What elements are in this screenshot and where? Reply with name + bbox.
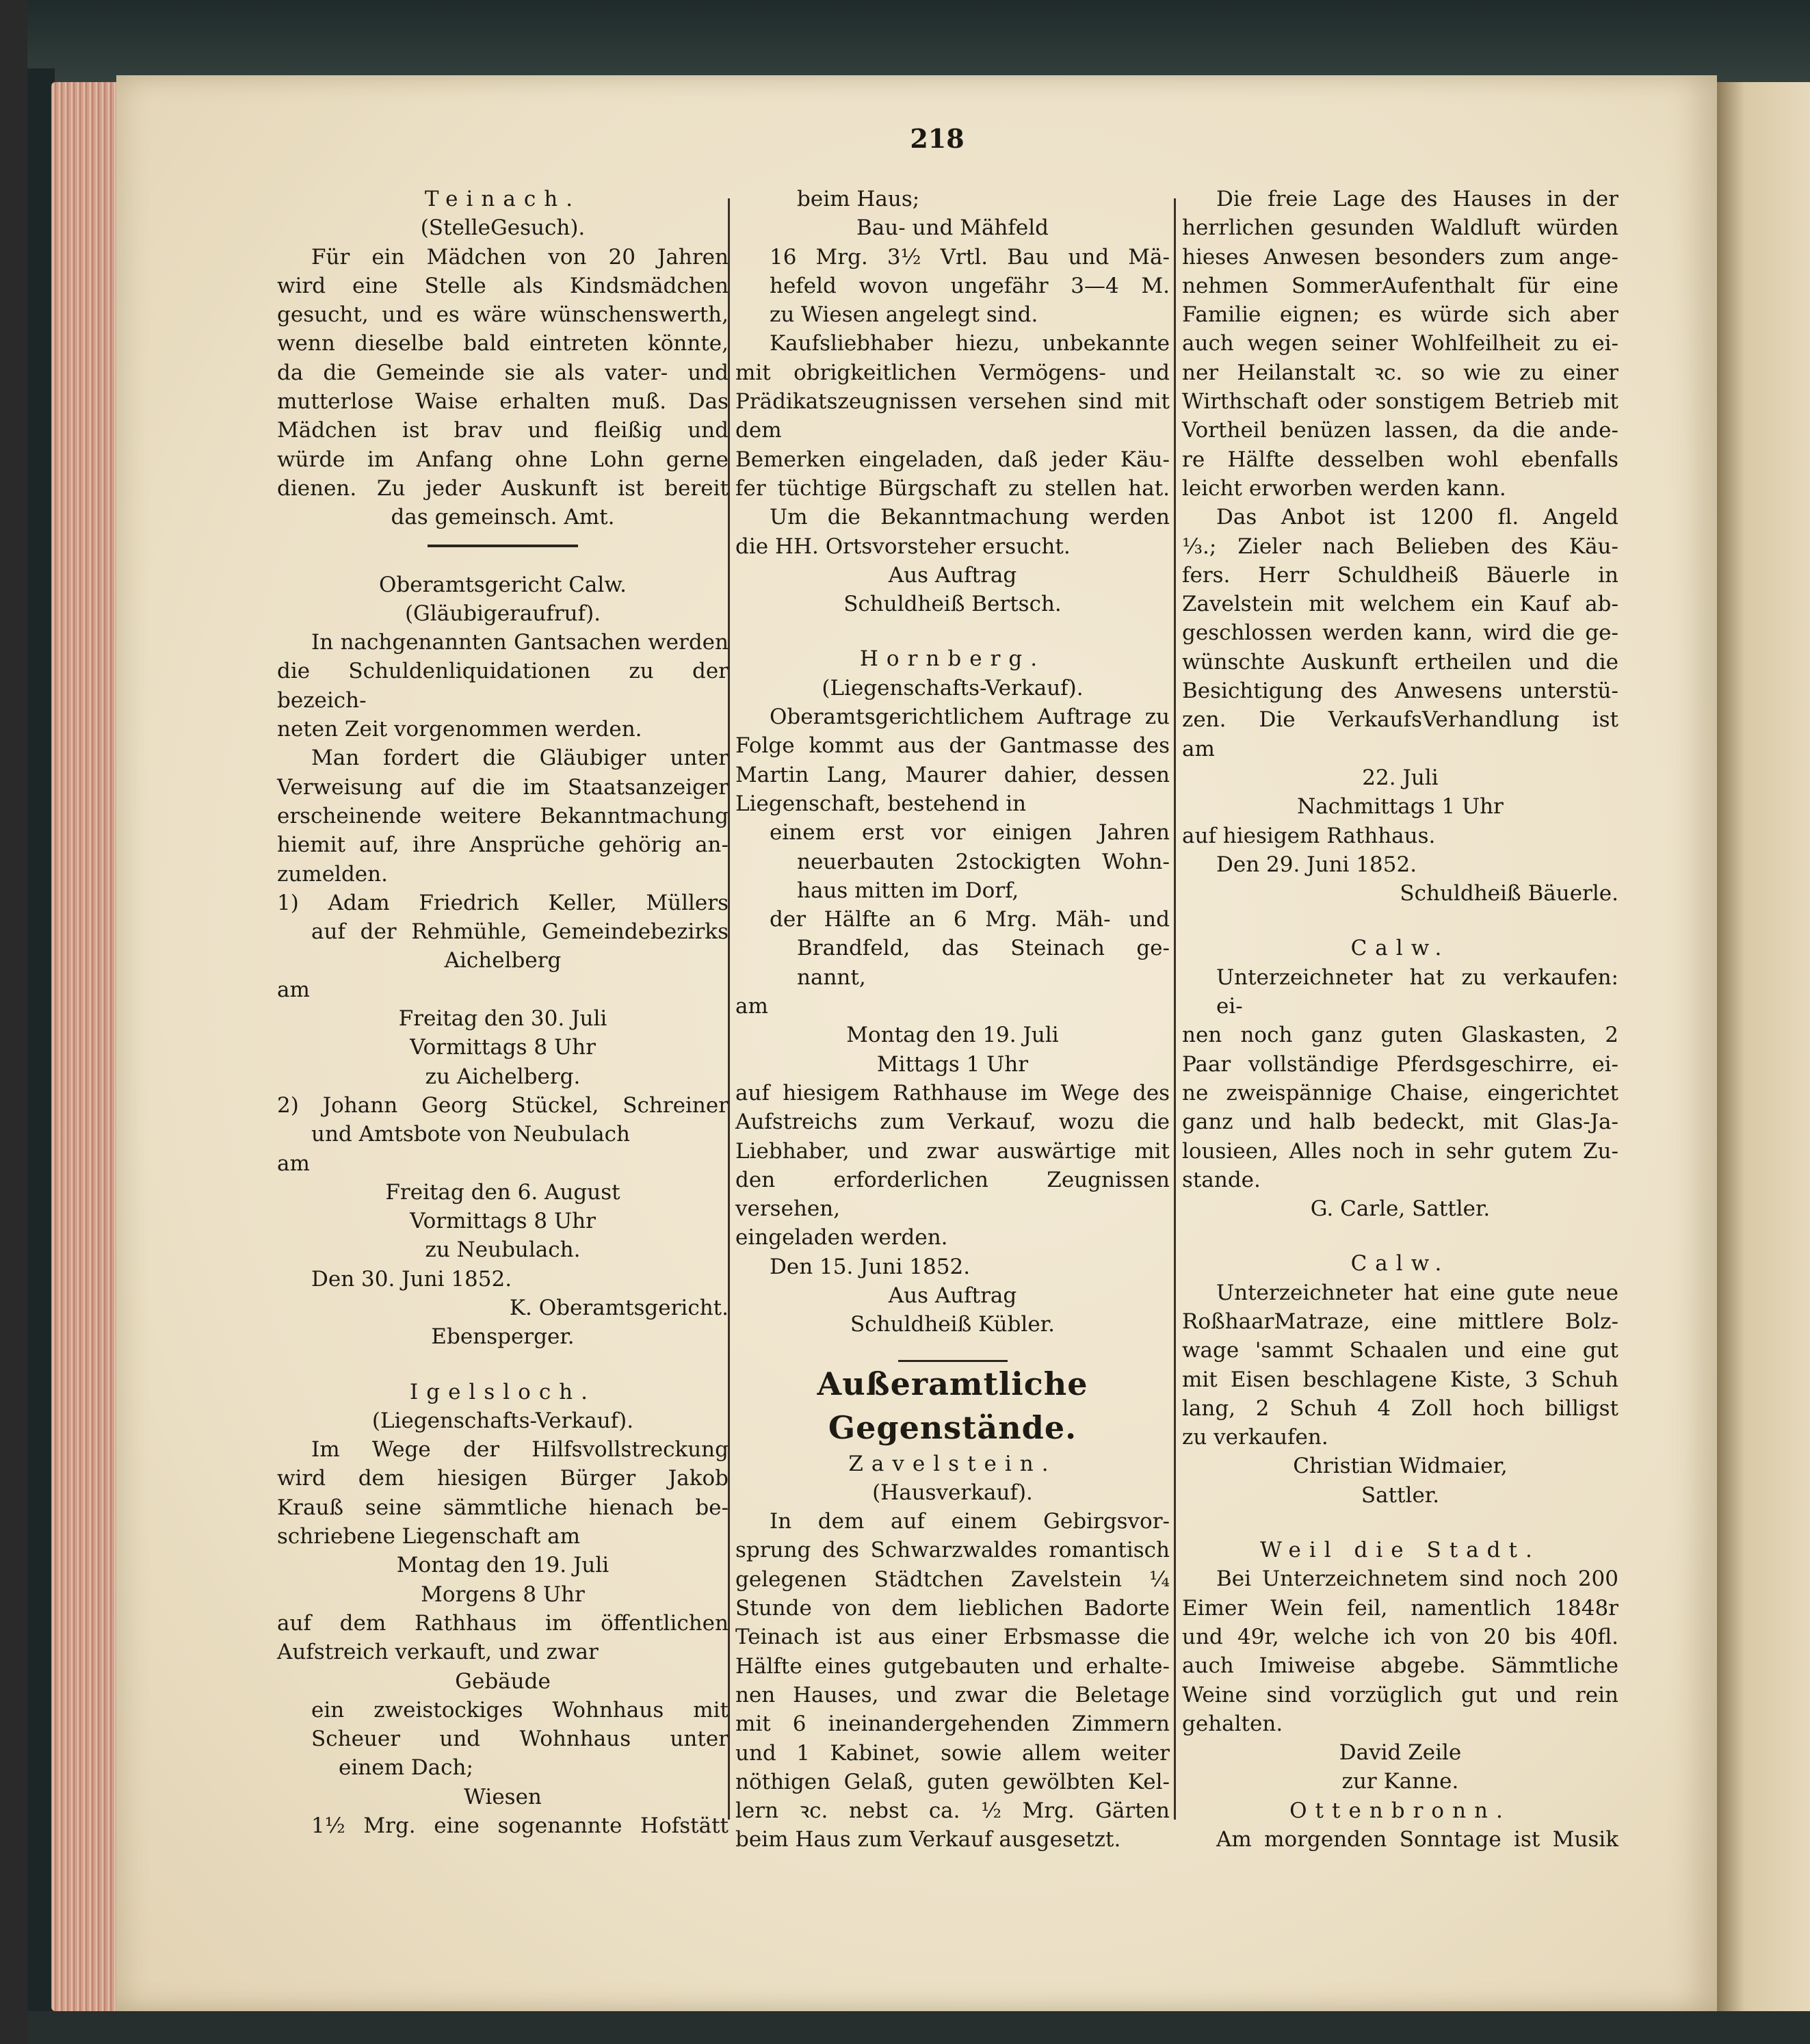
text-line: zu verkaufen. — [1182, 1425, 1328, 1450]
text-line: die Schuldenliquidationen zu der bezeich- — [277, 659, 729, 713]
section-heading: Außeramtliche Gegenstände. — [817, 1365, 1088, 1446]
date-line: Morgens 8 Uhr — [421, 1582, 585, 1607]
spacer — [277, 1352, 729, 1378]
text-line: neuerbauten 2stockigten Wohn- — [797, 849, 1170, 874]
text-line: Zavelstein mit welchem ein Kauf ab- — [1182, 592, 1618, 617]
notice-subheading: (Gläubigeraufruf). — [404, 601, 601, 626]
text-line: wird dem hiesigen Bürger Jakob — [277, 1466, 729, 1491]
text-line: lousieen, Alles noch in sehr gutem Zu- — [1182, 1138, 1618, 1164]
text-line: am — [1182, 736, 1215, 761]
text-line: In dem auf einem Gebirgsvor- — [770, 1509, 1170, 1534]
notice-signature: Aus Auftrag — [888, 562, 1017, 588]
text-line: nöthigen Gelaß, guten gewölbten Kel- — [735, 1769, 1170, 1794]
notice-date: Den 30. Juni 1852. — [311, 1266, 512, 1292]
text-line: wenn dieselbe bald eintreten könnte, — [277, 331, 729, 356]
notice-subheading: (Hausverkauf). — [872, 1480, 1033, 1505]
text-line: wird eine Stelle als Kindsmädchen — [277, 273, 729, 298]
text-line: Die freie Lage des Hauses in der — [1216, 187, 1618, 211]
text-line: erscheinende weitere Bekanntmachung — [277, 803, 729, 828]
notice-heading: Zavelstein. — [848, 1451, 1057, 1476]
date-line: 22. Juli — [1362, 765, 1439, 790]
text-line: Im Wege der Hilfsvollstreckung — [311, 1437, 729, 1463]
text-line: beim Haus; — [797, 187, 920, 211]
next-page-edge — [1717, 82, 1810, 2018]
text-line: wage 'sammt Schaalen und eine gut — [1182, 1338, 1618, 1363]
text-line: Um die Bekanntmachung werden — [770, 505, 1170, 530]
text-line: der Hälfte an 6 Mrg. Mäh- und — [770, 907, 1170, 932]
column-1 — [277, 185, 729, 1840]
text-line: am — [735, 994, 768, 1019]
spacer — [1182, 908, 1618, 934]
date-line: Mittags 1 Uhr — [876, 1051, 1029, 1077]
text-line: Aufstreich verkauft, und zwar — [277, 1640, 599, 1665]
book-binding-bottom — [27, 2011, 1810, 2044]
text-line: und 49r, welche ich von 20 bis 40fl. — [1182, 1624, 1618, 1649]
text-line: mit obrigkeitlichen Vermögens- und — [735, 360, 1170, 385]
text-line: Scheuer und Wohnhaus unter — [311, 1727, 729, 1752]
text-line: Liebhaber, und zwar auswärtige mit — [735, 1138, 1170, 1164]
text-line: sprung des Schwarzwaldes romantisch — [735, 1538, 1170, 1563]
notice-signature: Schuldheiß Bertsch. — [843, 592, 1062, 617]
text-line: mit Eisen beschlagene Kiste, 3 Schuh — [1182, 1367, 1618, 1392]
notice-signature: Ebensperger. — [431, 1324, 575, 1350]
text-line: einem erst vor einigen Jahren — [770, 820, 1170, 846]
text-line: Für ein Mädchen von 20 Jahren — [311, 244, 729, 270]
notice-signature: das gemeinsch. Amt. — [391, 505, 615, 530]
text-line: re Hälfte desselben wohl ebenfalls — [1182, 447, 1618, 472]
notice-signature: zur Kanne. — [1341, 1769, 1459, 1794]
text-line: mutterlose Waise erhalten muß. Das — [277, 389, 729, 415]
column-3 — [1182, 185, 1618, 1854]
text-line: lang, 2 Schuh 4 Zoll hoch billigst — [1182, 1396, 1618, 1421]
text-line: ganz und halb bedeckt, mit Glas-Ja- — [1182, 1110, 1618, 1135]
notice-subheading: (StelleGesuch). — [420, 215, 586, 241]
text-line: hefeld wovon ungefähr 3—4 M. — [770, 273, 1170, 298]
text-line: gehalten. — [1182, 1711, 1283, 1736]
text-line: Paar vollständige Pferdsgeschirre, ei- — [1182, 1051, 1618, 1077]
text-line: Folge kommt aus der Gantmasse des — [735, 733, 1170, 759]
text-line: zen. Die VerkaufsVerhandlung ist — [1182, 707, 1618, 733]
text-line: Weine sind vorzüglich gut und rein — [1182, 1682, 1618, 1707]
text-line: und Amtsbote von Neubulach — [311, 1122, 630, 1147]
notice-subheading: (Liegenschafts-Verkauf). — [822, 675, 1084, 700]
text-line: stande. — [1182, 1167, 1261, 1192]
notice-signature: David Zeile — [1339, 1740, 1462, 1766]
separator-rule — [428, 545, 578, 547]
page-number: 218 — [910, 123, 965, 154]
text-line: auf hiesigem Rathhaus. — [1182, 823, 1436, 848]
text-line: hiemit auf, ihre Ansprüche gehörig an- — [277, 833, 729, 858]
notice-signature: K. Oberamtsgericht. — [509, 1295, 729, 1320]
notice-signature: G. Carle, Sattler. — [1310, 1196, 1491, 1222]
text-line: auch Imiweise abgebe. Sämmtliche — [1182, 1653, 1618, 1679]
text-line: Aichelberg — [444, 948, 562, 973]
text-line: haus mitten im Dorf, — [797, 878, 1019, 903]
text-line: auf der Rehmühle, Gemeindebezirks — [311, 919, 729, 945]
text-line: fers. Herr Schuldheiß Bäuerle in — [1182, 562, 1618, 588]
text-line: Aufstreichs zum Verkauf, wozu die — [735, 1110, 1170, 1135]
date-line: Freitag den 30. Juli — [398, 1006, 607, 1032]
text-line: lern ꝛc. nebst ca. ½ Mrg. Gärten — [735, 1798, 1170, 1824]
notice-date: Den 15. Juni 1852. — [770, 1254, 971, 1279]
text-line: Wiesen — [464, 1784, 542, 1809]
notice-heading: Calw. — [1350, 1251, 1450, 1276]
text-line: 2) Johann Georg Stückel, Schreiner — [277, 1092, 729, 1118]
text-line: Bemerken eingeladen, daß jeder Käu- — [735, 447, 1170, 472]
text-line: Bei Unterzeichnetem sind noch 200 — [1216, 1567, 1618, 1592]
text-line: gesucht, und es wäre wünschenswerth, — [277, 302, 729, 328]
text-line: nannt, — [797, 965, 866, 990]
text-line: ⅓.; Zieler nach Belieben des Käu- — [1182, 534, 1618, 559]
text-line: Familie eignen; es würde sich aber — [1182, 302, 1618, 328]
date-line: Montag den 19. Juli — [396, 1553, 609, 1578]
text-line: schriebene Liegenschaft am — [277, 1524, 581, 1549]
text-line: wünschte Auskunft ertheilen und die — [1182, 649, 1618, 674]
notice-heading: Calw. — [1350, 936, 1450, 961]
notice-date: Den 29. Juni 1852. — [1216, 852, 1417, 877]
text-line: Krauß seine sämmtliche hienach be- — [277, 1495, 729, 1520]
text-line: Man fordert die Gläubiger unter — [311, 746, 729, 771]
text-line: In nachgenannten Gantsachen werden — [311, 630, 729, 655]
text-line: Verweisung auf die im Staatsanzeiger — [277, 774, 729, 800]
text-line: am — [277, 1151, 310, 1176]
text-line: fer tüchtige Bürgschaft zu stellen hat. — [735, 475, 1170, 501]
text-line: 1½ Mrg. eine sogenannte Hofstätt — [311, 1813, 729, 1839]
text-line: mit 6 ineinandergehenden Zimmern — [735, 1712, 1170, 1737]
text-line: eingeladen werden. — [735, 1225, 948, 1250]
date-line: zu Neubulach. — [425, 1237, 581, 1263]
spacer — [1182, 1510, 1618, 1536]
column-rule-2 — [1174, 198, 1176, 1820]
notice-signature: Schuldheiß Bäuerle. — [1400, 881, 1618, 906]
text-line: 1) Adam Friedrich Keller, Müllers — [277, 890, 729, 915]
notice-signature: Schuldheiß Kübler. — [850, 1312, 1055, 1337]
column-2 — [735, 185, 1170, 1855]
text-line: Hälfte eines gutgebauten und erhalte- — [735, 1653, 1170, 1679]
text-line: einem Dach; — [339, 1755, 473, 1781]
notice-heading: Oberamtsgericht Calw. — [378, 572, 627, 597]
date-line: Nachmittags 1 Uhr — [1297, 794, 1504, 820]
text-line: Prädikatszeugnissen versehen sind mit dem — [735, 389, 1170, 443]
text-line: Martin Lang, Maurer dahier, dessen — [735, 762, 1170, 787]
spacer — [1182, 1223, 1618, 1249]
notice-heading: Weil die Stadt. — [1260, 1538, 1540, 1563]
text-line: zumelden. — [277, 861, 388, 887]
text-line: Das Anbot ist 1200 fl. Angeld — [1216, 505, 1618, 530]
text-line: ner Heilanstalt ꝛc. so wie zu einer — [1182, 360, 1618, 385]
text-line: Vortheil benüzen lassen, da die ande- — [1182, 418, 1618, 443]
text-line: Liegenschaft, bestehend in — [735, 791, 1027, 816]
text-line: dienen. Zu jeder Auskunft ist bereit — [277, 475, 729, 501]
date-line: Vormittags 8 Uhr — [410, 1209, 596, 1234]
text-line: geschlossen werden kann, wird die ge- — [1182, 620, 1618, 646]
text-line: da die Gemeinde sie als vater- und — [277, 360, 729, 385]
notice-heading: Igelsloch. — [409, 1379, 596, 1404]
text-line: Bau- und Mähfeld — [856, 215, 1049, 241]
text-line: RoßhaarMatraze, eine mittlere Bolz- — [1182, 1309, 1618, 1334]
text-line: die HH. Ortsvorsteher ersucht. — [735, 534, 1071, 559]
text-line: Kaufsliebhaber hiezu, unbekannte — [770, 331, 1170, 356]
book-binding-left — [27, 68, 55, 2032]
notice-signature: Christian Widmaier, — [1293, 1454, 1508, 1479]
text-line: Unterzeichneter hat eine gute neue — [1216, 1280, 1618, 1305]
text-line: Wirthschaft oder sonstigem Betrieb mit — [1182, 389, 1618, 415]
text-line: Gebäude — [455, 1668, 551, 1694]
date-line: zu Aichelberg. — [425, 1064, 581, 1089]
text-line: ein zweistockiges Wohnhaus mit — [311, 1697, 729, 1722]
spacer — [735, 618, 1170, 644]
text-line: 16 Mrg. 3½ Vrtl. Bau und Mä- — [770, 244, 1170, 270]
date-line: Freitag den 6. August — [385, 1179, 620, 1205]
book-binding-top — [27, 0, 1810, 82]
text-line: nen noch ganz guten Glaskasten, 2 — [1182, 1023, 1618, 1048]
text-line: Stunde von dem lieblichen Badorte — [735, 1596, 1170, 1621]
text-line: neten Zeit vorgenommen werden. — [277, 717, 642, 742]
text-line: Brandfeld, das Steinach ge- — [797, 936, 1170, 961]
text-line: Besichtigung des Anwesens unterstü- — [1182, 679, 1618, 704]
text-line: Teinach ist aus einer Erbsmasse die — [735, 1625, 1170, 1650]
text-line: Unterzeichneter hat zu verkaufen: ei- — [1216, 965, 1618, 1019]
text-line: auf hiesigem Rathhause im Wege des — [735, 1080, 1170, 1105]
date-line: Vormittags 8 Uhr — [410, 1035, 596, 1060]
text-line: Oberamtsgerichtlichem Auftrage zu — [770, 705, 1170, 730]
notice-signature: Sattler. — [1361, 1482, 1440, 1508]
text-line: hieses Anwesen besonders zum ange- — [1182, 244, 1618, 270]
text-line: den erforderlichen Zeugnissen versehen, — [735, 1167, 1170, 1222]
text-line: leicht erworben werden kann. — [1182, 475, 1506, 501]
text-line: Mädchen ist brav und fleißig und — [277, 418, 729, 443]
text-line: zu Wiesen angelegt sind. — [770, 302, 1038, 328]
notice-subheading: (Liegenschafts-Verkauf). — [371, 1408, 634, 1433]
notice-signature: Aus Auftrag — [888, 1283, 1017, 1308]
text-line: nen Hauses, und zwar die Beletage — [735, 1682, 1170, 1707]
text-line: beim Haus zum Verkauf ausgesetzt. — [735, 1827, 1121, 1852]
text-line: ne zweispännige Chaise, eingerichtet — [1182, 1080, 1618, 1105]
text-line: Am morgenden Sonntage ist Musik — [1216, 1827, 1618, 1852]
notice-heading: Hornberg. — [859, 646, 1046, 672]
text-line: würde im Anfang ohne Lohn gerne — [277, 447, 729, 472]
text-line: auch wegen seiner Wohlfeilheit zu ei- — [1182, 331, 1618, 356]
text-line: auf dem Rathhaus im öffentlichen — [277, 1610, 729, 1636]
notice-heading: Ottenbronn. — [1289, 1798, 1511, 1823]
text-line: nehmen SommerAufenthalt für eine — [1182, 273, 1618, 298]
text-line: und 1 Kabinet, sowie allem weiter — [735, 1740, 1170, 1766]
date-line: Montag den 19. Juli — [846, 1023, 1059, 1048]
text-line: gelegenen Städtchen Zavelstein ¼ — [735, 1567, 1170, 1592]
text-line: Eimer Wein feil, namentlich 1848r — [1182, 1595, 1618, 1621]
notice-heading: Teinach. — [424, 187, 581, 211]
text-line: am — [277, 977, 310, 1002]
text-line: herrlichen gesunden Waldluft würden — [1182, 215, 1618, 241]
